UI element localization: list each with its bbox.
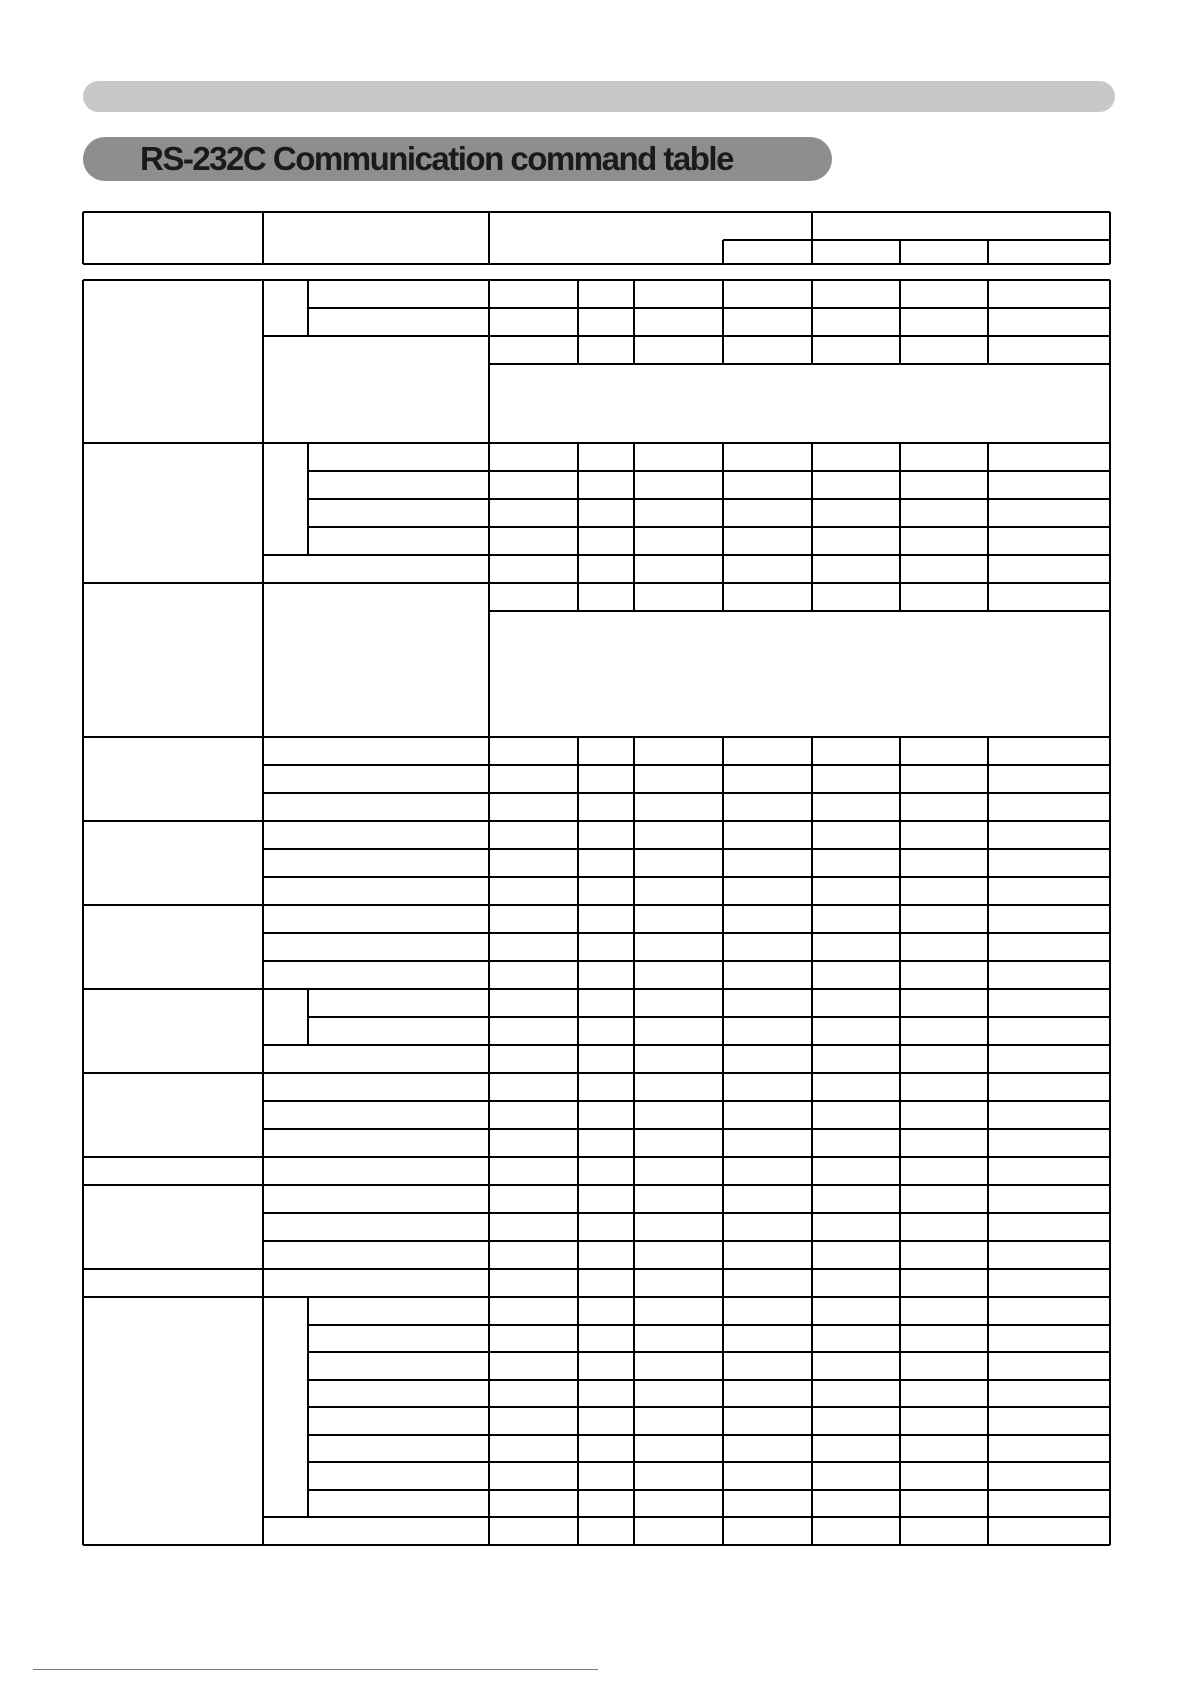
footer-rule: [33, 1669, 598, 1670]
table-body: [83, 280, 1110, 1545]
table-header: [83, 212, 1110, 264]
page-title: RS-232C Communication command table: [140, 140, 733, 177]
